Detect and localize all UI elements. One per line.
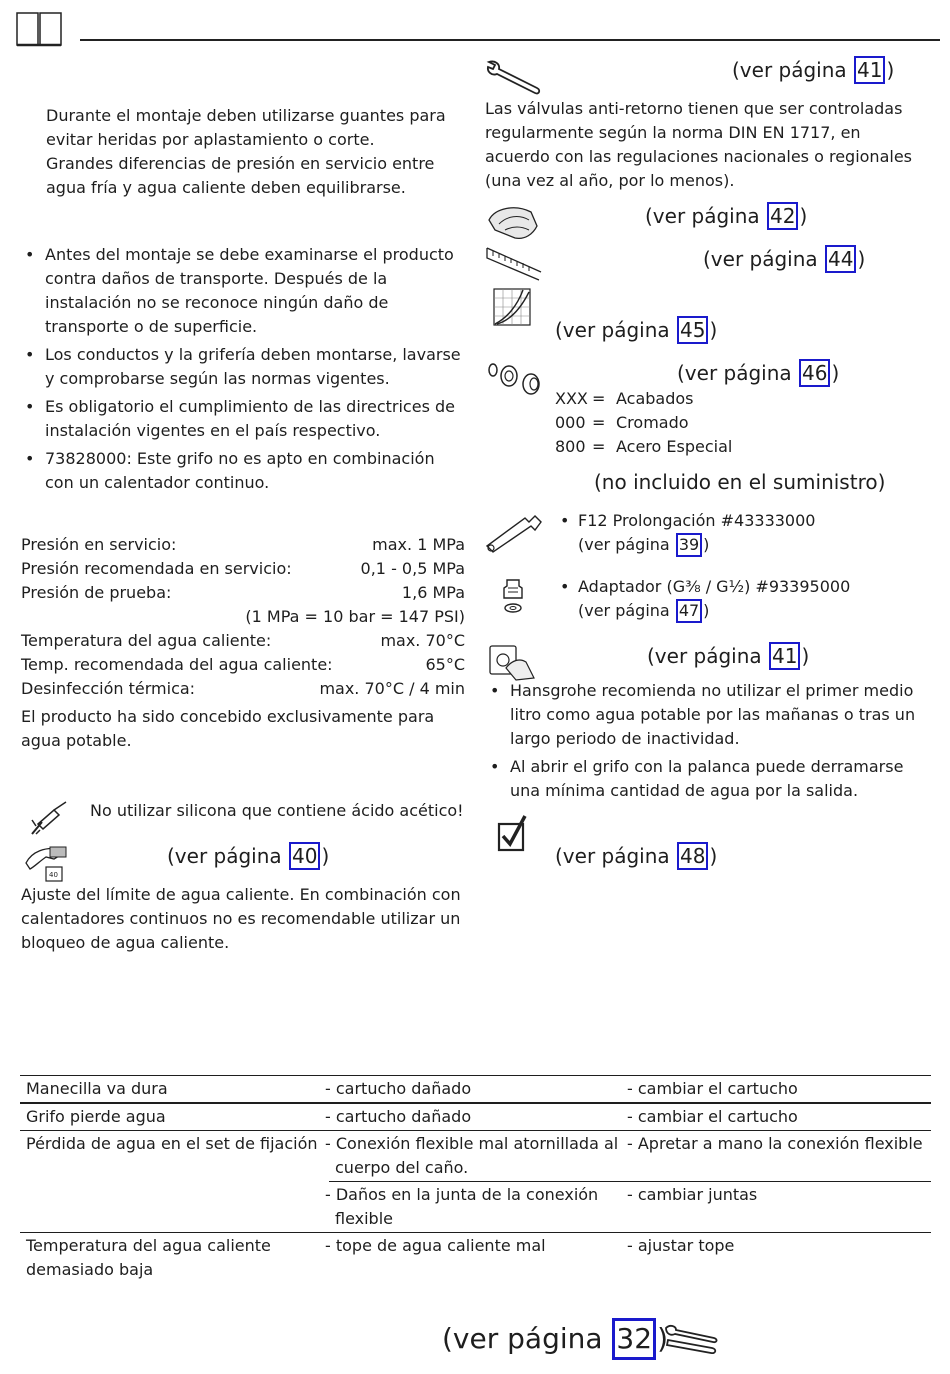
page-ref-41-b[interactable] — [647, 642, 809, 670]
ref-prefix: (ver página — [578, 535, 675, 554]
problem-cell: Manecilla va dura — [26, 1079, 168, 1098]
table-row — [20, 1233, 931, 1283]
page-number-box[interactable]: 41 — [854, 56, 885, 84]
spare-parts-icon — [485, 360, 543, 403]
tech-value: (1 MPa = 10 bar = 147 PSI) — [245, 607, 465, 626]
ref-suffix: ) — [709, 844, 718, 868]
troubleshooting-table — [20, 1075, 931, 1283]
cause-row — [325, 1233, 931, 1259]
table-row — [20, 1131, 931, 1233]
cause-row — [325, 1131, 931, 1181]
cause-row — [325, 1181, 931, 1232]
extension-wrench-icon — [485, 512, 543, 561]
accessory-ref[interactable] — [560, 599, 930, 623]
finish-eq: = — [592, 389, 606, 408]
list-item — [560, 509, 930, 533]
ref-suffix: ) — [799, 204, 808, 228]
usage-notes-list — [486, 679, 931, 803]
remedy-cell: - cambiar el cartucho — [627, 1107, 798, 1126]
ref-suffix: ) — [886, 58, 895, 82]
ref-prefix: (ver página — [732, 58, 854, 82]
tech-row — [21, 629, 465, 653]
ref-prefix: (ver página — [703, 247, 825, 271]
tech-row — [21, 581, 465, 605]
page-number-box[interactable]: 44 — [825, 245, 856, 273]
ref-prefix: (ver página — [167, 844, 289, 868]
page-number-box[interactable]: 32 — [612, 1318, 656, 1360]
page-number-box[interactable]: 45 — [677, 316, 708, 344]
header-rule — [80, 39, 940, 41]
silicone-warning: No utilizar silicona que contiene ácido acético! — [90, 801, 464, 820]
ref-suffix: ) — [321, 844, 330, 868]
finish-row — [555, 411, 732, 435]
ruler-icon — [485, 246, 543, 289]
tech-label: Desinfección térmica: — [21, 679, 196, 698]
ref-suffix: ) — [801, 644, 810, 668]
ref-suffix: ) — [857, 247, 866, 271]
tech-row — [21, 605, 465, 629]
finish-code: 000 — [555, 413, 586, 432]
page-ref-32[interactable] — [442, 1318, 668, 1360]
tech-value: max. 70°C / 4 min — [319, 679, 465, 698]
ref-suffix: ) — [831, 361, 840, 385]
tech-value: 65°C — [425, 655, 465, 674]
safety-line-1: Durante el montaje deben utilizarse guantes para evitar heridas por aplastamiento o corte. — [46, 106, 446, 149]
list-item: • Al abrir el grifo con la palanca puede derramarse una mínima cantidad de agua por la salida. — [486, 755, 931, 803]
ref-suffix: ) — [709, 318, 718, 342]
page-number-box[interactable]: 46 — [799, 359, 830, 387]
list-item: • Es obligatorio el cumplimiento de las directrices de instalación vigentes en el país respectivo. — [21, 395, 466, 443]
problem-cell: Pérdida de agua en el set de fijación — [26, 1134, 318, 1153]
bullet: • — [560, 511, 570, 530]
tech-value: 0,1 - 0,5 MPa — [360, 559, 465, 578]
page-ref-46[interactable] — [677, 359, 839, 387]
cause-cell: - cartucho dañado — [325, 1079, 472, 1098]
accessory-ref[interactable] — [560, 533, 930, 557]
safety-notes — [46, 104, 466, 200]
tech-row — [21, 533, 465, 557]
problem-cell: Temperatura del agua caliente demasiado baja — [26, 1236, 271, 1279]
remedy-cell: - Apretar a mano la conexión flexible — [627, 1134, 923, 1153]
table-row — [20, 1103, 931, 1131]
tech-row — [21, 677, 465, 701]
ref-prefix: (ver página — [677, 361, 799, 385]
page-ref-42[interactable] — [645, 202, 807, 230]
cause-cell: - tope de agua caliente mal — [325, 1236, 546, 1255]
page-number-box[interactable]: 42 — [767, 202, 798, 230]
cleaning-icon — [485, 200, 543, 249]
not-included-heading: (no incluido en el suministro) — [594, 470, 886, 494]
tech-label: Presión recomendada en servicio: — [21, 559, 292, 578]
adapter-icon — [500, 576, 526, 623]
accessory-adapter — [560, 575, 930, 623]
finish-name: Cromado — [616, 413, 689, 432]
page-number-box[interactable]: 47 — [676, 599, 702, 623]
finish-eq: = — [592, 413, 606, 432]
tech-row — [21, 557, 465, 581]
remedy-cell: - cambiar juntas — [627, 1185, 758, 1204]
page-ref-40[interactable] — [167, 842, 329, 870]
install-notes-list — [21, 243, 466, 495]
ref-prefix: (ver página — [555, 844, 677, 868]
tech-value: 1,6 MPa — [401, 583, 465, 602]
accessory-text: F12 Prolongación #43333000 — [578, 511, 816, 530]
page-ref-41-a[interactable] — [732, 56, 894, 84]
list-item: • Antes del montaje se debe examinarse el producto contra daños de transporte. Después de la instalación no se reconoce ningún daño de transporte o de superficie. — [21, 243, 466, 339]
list-item: • Los conductos y la grifería deben montarse, lavarse y comprobarse según las normas vigentes. — [21, 343, 466, 391]
tech-row — [21, 653, 465, 677]
tech-value: max. 70°C — [380, 631, 465, 650]
accessory-extension — [560, 509, 930, 557]
tech-note: El producto ha sido concebido exclusivamente para agua potable. — [21, 707, 435, 750]
list-item: • Hansgrohe recomienda no utilizar el primer medio litro como agua potable por las mañanas o tras un largo periodo de inactividad. — [486, 679, 931, 751]
remedy-cell: - ajustar tope — [627, 1236, 735, 1255]
tech-label: Temperatura del agua caliente: — [21, 631, 272, 650]
problem-cell: Grifo pierde agua — [26, 1107, 166, 1126]
list-item: • 73828000: Este grifo no es apto en combinación con un calentador continuo. — [21, 447, 466, 495]
remedy-cell: - cambiar el cartucho — [627, 1079, 798, 1098]
silicone-gun-icon — [28, 800, 70, 843]
table-row — [20, 1076, 931, 1103]
ref-prefix: (ver página — [645, 204, 767, 228]
book-icon — [15, 10, 63, 55]
svg-text:40: 40 — [49, 871, 58, 879]
tech-label: Presión de prueba: — [21, 583, 172, 602]
ref-suffix: ) — [657, 1322, 668, 1355]
page-number-box[interactable]: 41 — [769, 642, 800, 670]
page-number-box[interactable]: 40 — [289, 842, 320, 870]
page-ref-48[interactable] — [555, 842, 717, 870]
hot-limit-text: Ajuste del límite de agua caliente. En combinación con calentadores continuos no es recomendable utilizar un bloqueo de agua caliente. — [21, 885, 461, 952]
tech-label: Temp. recomendada del agua caliente: — [21, 655, 333, 674]
ref-prefix: (ver página — [442, 1322, 612, 1355]
cause-cell: - Conexión flexible mal atornillada al cuerpo del caño. — [325, 1134, 619, 1177]
page-number-box[interactable]: 48 — [677, 842, 708, 870]
ref-suffix: ) — [703, 535, 710, 554]
cause-cell: - Daños en la junta de la conexión flexible — [325, 1185, 599, 1228]
checkbox-icon — [497, 814, 529, 859]
cause-row — [325, 1104, 931, 1130]
tech-value: max. 1 MPa — [372, 535, 465, 554]
valves-text: Las válvulas anti-retorno tienen que ser controladas regularmente según la norma DIN EN 1717, en acuerdo con las regulaciones nacionales o regionales (una vez al año, por lo menos). — [485, 99, 912, 190]
ref-prefix: (ver página — [647, 644, 769, 668]
ref-suffix: ) — [703, 601, 710, 620]
page-ref-44[interactable] — [703, 245, 865, 273]
bullet: • — [560, 577, 570, 596]
cause-row — [325, 1076, 931, 1102]
page-ref-45[interactable] — [555, 316, 717, 344]
accessory-text: Adaptador (G⅜ / G½) #93395000 — [578, 577, 851, 596]
ref-prefix: (ver página — [555, 318, 677, 342]
flow-diagram-icon — [493, 288, 533, 335]
finish-name: Acabados — [616, 389, 694, 408]
page-number-box[interactable]: 39 — [676, 533, 702, 557]
finish-eq: = — [592, 437, 606, 456]
finish-name: Acero Especial — [616, 437, 733, 456]
finish-code: 800 — [555, 437, 586, 456]
ref-prefix: (ver página — [578, 601, 675, 620]
finishes-list — [555, 387, 732, 459]
list-item — [560, 575, 930, 599]
tools-icon — [662, 1322, 720, 1363]
finish-code: XXX — [555, 389, 588, 408]
tech-label: Presión en servicio: — [21, 535, 177, 554]
safety-line-2: Grandes diferencias de presión en servicio entre agua fría y agua caliente deben equilibrarse. — [46, 154, 435, 197]
finish-row — [555, 387, 732, 411]
finish-row — [555, 435, 732, 459]
cause-cell: - cartucho dañado — [325, 1107, 472, 1126]
tech-data — [21, 533, 465, 753]
